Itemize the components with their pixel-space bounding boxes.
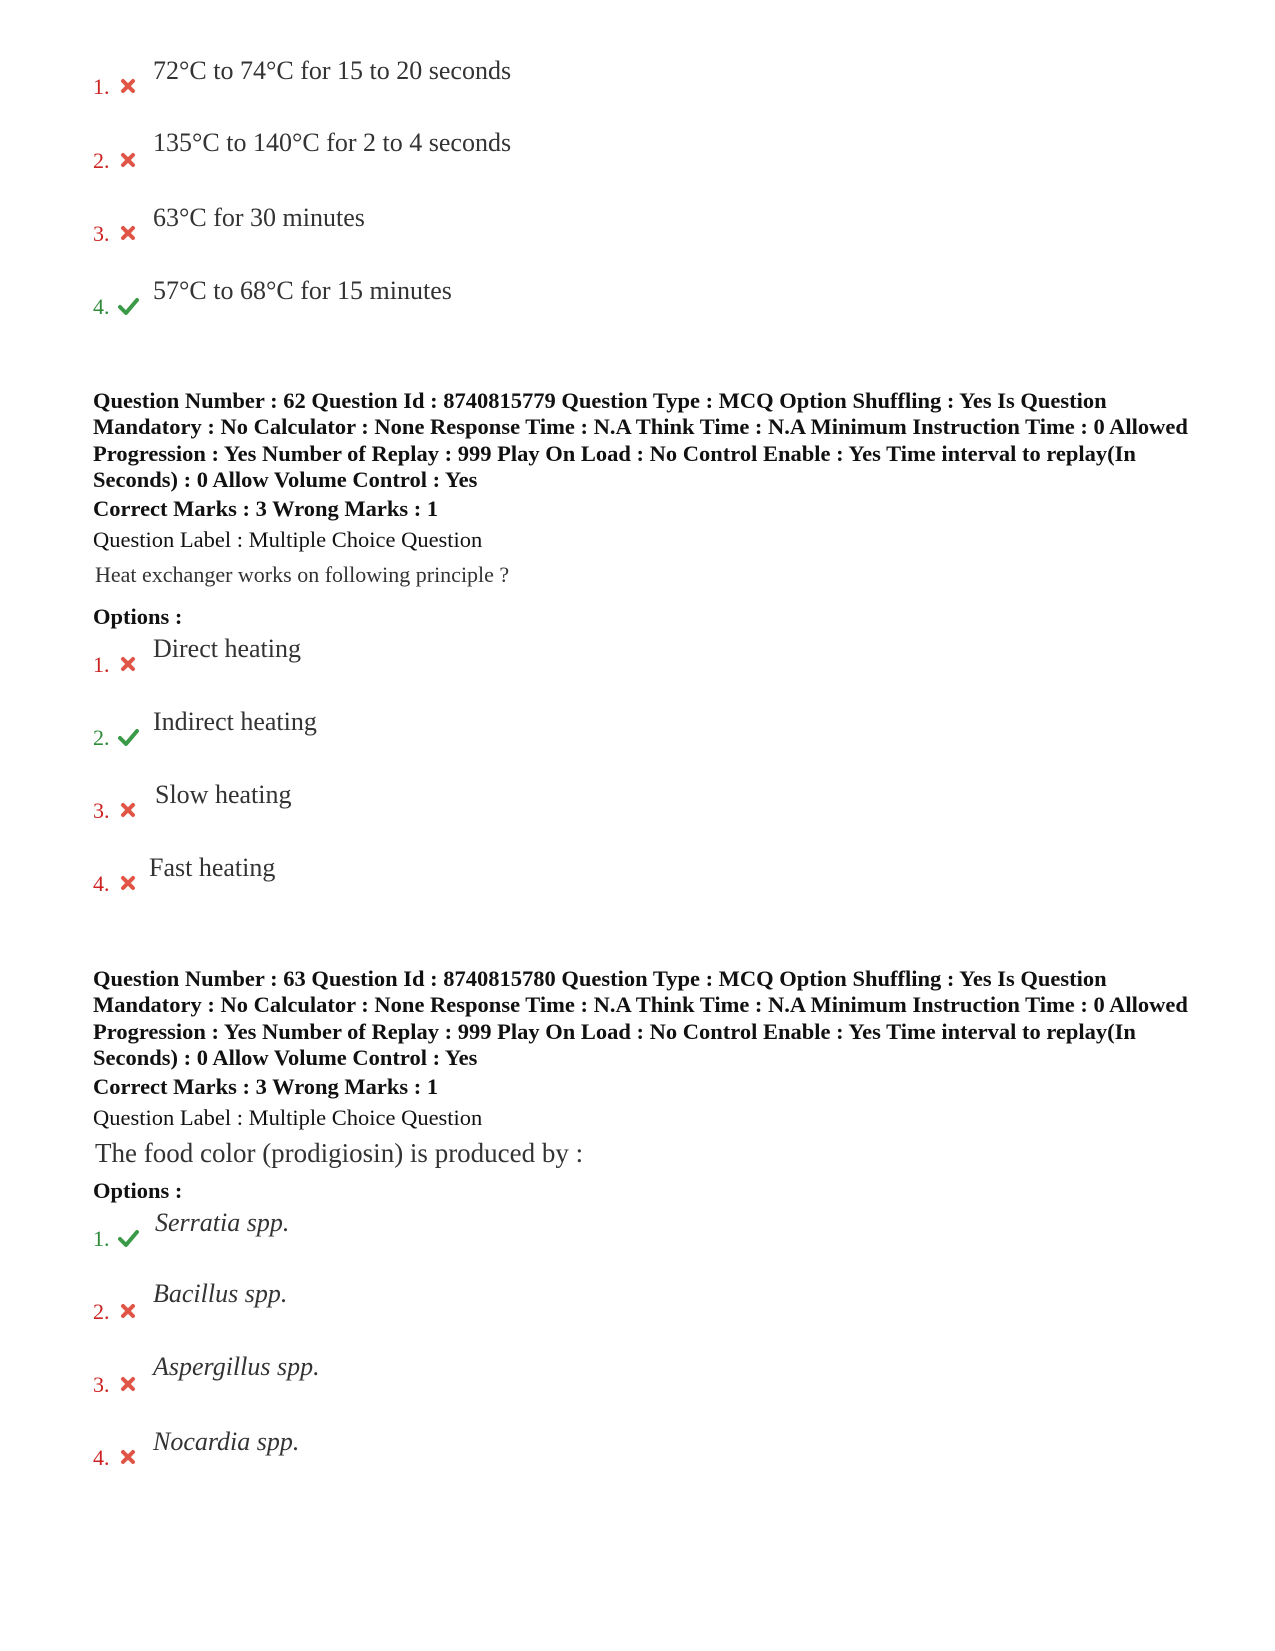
option-number: 4. xyxy=(93,871,110,896)
cross-mark-icon xyxy=(117,76,139,96)
option-text: Aspergillus spp. xyxy=(153,1352,320,1381)
question-62-meta: Question Number : 62 Question Id : 8740815779 Question Type : MCQ Option Shuffling : Yes Is Question Mandatory : No Calculator : None Response Time : N.A Think Time : N.A Minimum Instruction Time : 0 Allowed Progression : Yes Number of Replay : 999 Play On Load : No Control Enable : Yes Time interval to replay(In Seconds) : 0 Allow Volume Control : Yes xyxy=(93,388,1188,492)
option-text: Nocardia spp. xyxy=(153,1427,300,1456)
option-number: 1. xyxy=(93,652,110,677)
q62-option-2 xyxy=(93,709,793,749)
q63-option-1 xyxy=(93,1210,793,1250)
option-number: 1. xyxy=(93,1226,110,1251)
question-62-text: Heat exchanger works on following principle ? xyxy=(95,562,510,587)
q62-option-1 xyxy=(93,636,793,676)
cross-mark-icon xyxy=(117,223,139,243)
cross-mark-icon xyxy=(117,873,139,893)
q63-option-4 xyxy=(93,1429,793,1469)
option-text: Indirect heating xyxy=(153,707,317,736)
question-63-options-heading: Options : xyxy=(93,1178,183,1203)
check-mark-icon xyxy=(117,1228,139,1248)
option-text: 72°C to 74°C for 15 to 20 seconds xyxy=(153,56,512,85)
q61-option-1 xyxy=(93,58,793,98)
cross-mark-icon xyxy=(117,654,139,674)
option-text: Serratia spp. xyxy=(155,1208,290,1237)
check-mark-icon xyxy=(117,727,139,747)
option-text: 135°C to 140°C for 2 to 4 seconds xyxy=(153,128,512,157)
cross-mark-icon xyxy=(117,800,139,820)
q61-option-3 xyxy=(93,205,793,245)
option-number: 3. xyxy=(93,798,110,823)
option-number: 4. xyxy=(93,1445,110,1470)
q61-option-4 xyxy=(93,278,793,318)
q61-option-2 xyxy=(93,128,793,173)
cross-mark-icon xyxy=(117,1447,139,1467)
question-63-marks: Correct Marks : 3 Wrong Marks : 1 xyxy=(93,1074,439,1099)
option-text: Direct heating xyxy=(153,634,301,663)
option-text: Slow heating xyxy=(155,780,292,809)
q63-option-2 xyxy=(93,1279,793,1324)
cross-mark-icon xyxy=(117,1301,139,1321)
option-number: 2. xyxy=(93,725,110,750)
option-number: 4. xyxy=(93,294,110,319)
question-62-marks: Correct Marks : 3 Wrong Marks : 1 xyxy=(93,496,439,521)
option-text: Fast heating xyxy=(149,853,276,882)
option-number: 2. xyxy=(93,148,110,173)
question-63-meta: Question Number : 63 Question Id : 8740815780 Question Type : MCQ Option Shuffling : Yes Is Question Mandatory : No Calculator : None Response Time : N.A Think Time : N.A Minimum Instruction Time : 0 Allowed Progression : Yes Number of Replay : 999 Play On Load : No Control Enable : Yes Time interval to replay(In Seconds) : 0 Allow Volume Control : Yes xyxy=(93,966,1188,1070)
q62-option-3 xyxy=(93,782,793,822)
question-63-label: Question Label : Multiple Choice Question xyxy=(93,1105,483,1130)
q63-option-3 xyxy=(93,1352,793,1397)
cross-mark-icon xyxy=(117,1374,139,1394)
option-text: 57°C to 68°C for 15 minutes xyxy=(153,276,452,305)
option-text: 63°C for 30 minutes xyxy=(153,203,365,232)
q62-option-4 xyxy=(93,855,793,895)
option-number: 3. xyxy=(93,221,110,246)
option-number: 3. xyxy=(93,1372,110,1397)
question-62-label: Question Label : Multiple Choice Question xyxy=(93,527,483,552)
option-number: 1. xyxy=(93,74,110,99)
question-63-text: The food color (prodigiosin) is produced by : xyxy=(95,1138,584,1168)
option-text: Bacillus spp. xyxy=(153,1279,288,1308)
option-number: 2. xyxy=(93,1299,110,1324)
check-mark-icon xyxy=(117,296,139,316)
cross-mark-icon xyxy=(117,150,139,170)
question-62-options-heading: Options : xyxy=(93,604,183,629)
